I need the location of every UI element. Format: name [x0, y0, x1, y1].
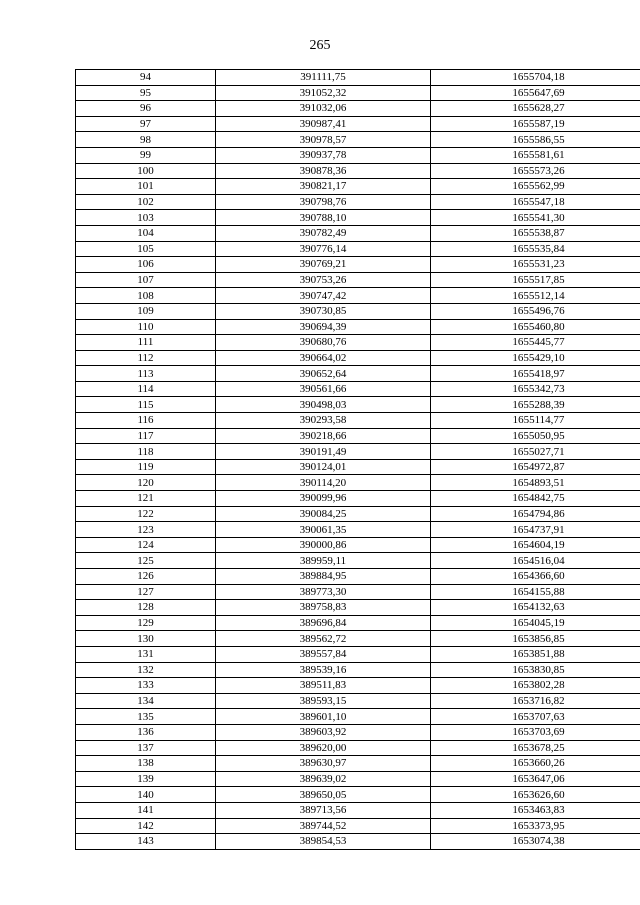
table-row: [76, 787, 640, 803]
point-number-cell: 107: [76, 272, 216, 288]
point-number-cell: 115: [76, 397, 216, 413]
x-coordinate-cell: 390084,25: [216, 506, 431, 522]
table-row: [76, 132, 640, 148]
table-row: [76, 491, 640, 507]
x-coordinate-cell: 390114,20: [216, 475, 431, 491]
y-coordinate-cell: 1655581,61: [431, 147, 640, 163]
table-row: [76, 771, 640, 787]
table-row: [76, 662, 640, 678]
table-row: [76, 179, 640, 195]
table-row: [76, 553, 640, 569]
point-number-cell: 113: [76, 366, 216, 382]
y-coordinate-cell: 1655704,18: [431, 70, 640, 86]
point-number-cell: 128: [76, 600, 216, 616]
y-coordinate-cell: 1655460,80: [431, 319, 640, 335]
x-coordinate-cell: 390680,76: [216, 335, 431, 351]
table-row: [76, 802, 640, 818]
table-row: [76, 147, 640, 163]
point-number-cell: 104: [76, 225, 216, 241]
point-number-cell: 102: [76, 194, 216, 210]
y-coordinate-cell: 1655342,73: [431, 381, 640, 397]
y-coordinate-cell: 1655573,26: [431, 163, 640, 179]
table-row: [76, 428, 640, 444]
y-coordinate-cell: 1655429,10: [431, 350, 640, 366]
y-coordinate-cell: 1655114,77: [431, 413, 640, 429]
table-row: [76, 818, 640, 834]
table-row: [76, 303, 640, 319]
table-row: [76, 834, 640, 850]
y-coordinate-cell: 1655541,30: [431, 210, 640, 226]
point-number-cell: 106: [76, 257, 216, 273]
table-row: [76, 319, 640, 335]
coordinates-table-body: [76, 70, 640, 850]
point-number-cell: 131: [76, 646, 216, 662]
point-number-cell: 121: [76, 491, 216, 507]
point-number-cell: 95: [76, 85, 216, 101]
table-row: [76, 600, 640, 616]
point-number-cell: 130: [76, 631, 216, 647]
table-row: [76, 210, 640, 226]
x-coordinate-cell: 390191,49: [216, 444, 431, 460]
point-number-cell: 109: [76, 303, 216, 319]
y-coordinate-cell: 1655547,18: [431, 194, 640, 210]
table-row: [76, 272, 640, 288]
table-row: [76, 194, 640, 210]
point-number-cell: 118: [76, 444, 216, 460]
x-coordinate-cell: 390821,17: [216, 179, 431, 195]
x-coordinate-cell: 391052,32: [216, 85, 431, 101]
point-number-cell: 133: [76, 678, 216, 694]
point-number-cell: 120: [76, 475, 216, 491]
point-number-cell: 108: [76, 288, 216, 304]
table-row: [76, 506, 640, 522]
x-coordinate-cell: 390987,41: [216, 116, 431, 132]
y-coordinate-cell: 1653373,95: [431, 818, 640, 834]
y-coordinate-cell: 1655445,77: [431, 335, 640, 351]
x-coordinate-cell: 389650,05: [216, 787, 431, 803]
x-coordinate-cell: 389854,53: [216, 834, 431, 850]
table-row: [76, 740, 640, 756]
point-number-cell: 136: [76, 724, 216, 740]
x-coordinate-cell: 389539,16: [216, 662, 431, 678]
table-row: [76, 225, 640, 241]
point-number-cell: 112: [76, 350, 216, 366]
table-row: [76, 366, 640, 382]
point-number-cell: 142: [76, 818, 216, 834]
x-coordinate-cell: 389773,30: [216, 584, 431, 600]
point-number-cell: 105: [76, 241, 216, 257]
y-coordinate-cell: 1655647,69: [431, 85, 640, 101]
y-coordinate-cell: 1655517,85: [431, 272, 640, 288]
point-number-cell: 132: [76, 662, 216, 678]
x-coordinate-cell: 389630,97: [216, 756, 431, 772]
point-number-cell: 129: [76, 615, 216, 631]
table-row: [76, 444, 640, 460]
table-row: [76, 709, 640, 725]
x-coordinate-cell: 390099,96: [216, 491, 431, 507]
y-coordinate-cell: 1653707,63: [431, 709, 640, 725]
x-coordinate-cell: 390218,66: [216, 428, 431, 444]
y-coordinate-cell: 1655535,84: [431, 241, 640, 257]
x-coordinate-cell: 390061,35: [216, 522, 431, 538]
y-coordinate-cell: 1653802,28: [431, 678, 640, 694]
table-row: [76, 678, 640, 694]
table-row: [76, 756, 640, 772]
x-coordinate-cell: 390730,85: [216, 303, 431, 319]
table-row: [76, 257, 640, 273]
x-coordinate-cell: 390788,10: [216, 210, 431, 226]
point-number-cell: 99: [76, 147, 216, 163]
point-number-cell: 101: [76, 179, 216, 195]
point-number-cell: 117: [76, 428, 216, 444]
y-coordinate-cell: 1654132,63: [431, 600, 640, 616]
x-coordinate-cell: 390776,14: [216, 241, 431, 257]
table-row: [76, 475, 640, 491]
table-row: [76, 101, 640, 117]
y-coordinate-cell: 1655512,14: [431, 288, 640, 304]
y-coordinate-cell: 1653856,85: [431, 631, 640, 647]
x-coordinate-cell: 390878,36: [216, 163, 431, 179]
point-number-cell: 135: [76, 709, 216, 725]
y-coordinate-cell: 1655628,27: [431, 101, 640, 117]
point-number-cell: 139: [76, 771, 216, 787]
x-coordinate-cell: 390978,57: [216, 132, 431, 148]
x-coordinate-cell: 389620,00: [216, 740, 431, 756]
point-number-cell: 141: [76, 802, 216, 818]
x-coordinate-cell: 389744,52: [216, 818, 431, 834]
y-coordinate-cell: 1654045,19: [431, 615, 640, 631]
x-coordinate-cell: 389713,56: [216, 802, 431, 818]
y-coordinate-cell: 1655586,55: [431, 132, 640, 148]
y-coordinate-cell: 1653626,60: [431, 787, 640, 803]
table-row: [76, 584, 640, 600]
y-coordinate-cell: 1655418,97: [431, 366, 640, 382]
x-coordinate-cell: 390561,66: [216, 381, 431, 397]
y-coordinate-cell: 1654893,51: [431, 475, 640, 491]
point-number-cell: 126: [76, 569, 216, 585]
table-row: [76, 335, 640, 351]
table-row: [76, 70, 640, 86]
table-row: [76, 381, 640, 397]
y-coordinate-cell: 1653851,88: [431, 646, 640, 662]
x-coordinate-cell: 390664,02: [216, 350, 431, 366]
table-row: [76, 693, 640, 709]
y-coordinate-cell: 1654516,04: [431, 553, 640, 569]
y-coordinate-cell: 1655538,87: [431, 225, 640, 241]
x-coordinate-cell: 391032,06: [216, 101, 431, 117]
x-coordinate-cell: 389959,11: [216, 553, 431, 569]
table-row: [76, 459, 640, 475]
table-row: [76, 615, 640, 631]
x-coordinate-cell: 390769,21: [216, 257, 431, 273]
x-coordinate-cell: 389884,95: [216, 569, 431, 585]
y-coordinate-cell: 1653660,26: [431, 756, 640, 772]
point-number-cell: 140: [76, 787, 216, 803]
point-number-cell: 123: [76, 522, 216, 538]
y-coordinate-cell: 1653647,06: [431, 771, 640, 787]
point-number-cell: 97: [76, 116, 216, 132]
y-coordinate-cell: 1655050,95: [431, 428, 640, 444]
y-coordinate-cell: 1653463,83: [431, 802, 640, 818]
x-coordinate-cell: 389758,83: [216, 600, 431, 616]
y-coordinate-cell: 1654366,60: [431, 569, 640, 585]
x-coordinate-cell: 390937,78: [216, 147, 431, 163]
y-coordinate-cell: 1655027,71: [431, 444, 640, 460]
y-coordinate-cell: 1653716,82: [431, 693, 640, 709]
point-number-cell: 138: [76, 756, 216, 772]
table-row: [76, 350, 640, 366]
table-row: [76, 522, 640, 538]
point-number-cell: 98: [76, 132, 216, 148]
x-coordinate-cell: 389639,02: [216, 771, 431, 787]
point-number-cell: 111: [76, 335, 216, 351]
table-row: [76, 288, 640, 304]
table-row: [76, 724, 640, 740]
x-coordinate-cell: 389601,10: [216, 709, 431, 725]
y-coordinate-cell: 1655562,99: [431, 179, 640, 195]
table-row: [76, 569, 640, 585]
y-coordinate-cell: 1654842,75: [431, 491, 640, 507]
point-number-cell: 122: [76, 506, 216, 522]
table-row: [76, 116, 640, 132]
y-coordinate-cell: 1654604,19: [431, 537, 640, 553]
table-row: [76, 397, 640, 413]
point-number-cell: 96: [76, 101, 216, 117]
x-coordinate-cell: 389511,83: [216, 678, 431, 694]
point-number-cell: 100: [76, 163, 216, 179]
table-row: [76, 537, 640, 553]
y-coordinate-cell: 1653830,85: [431, 662, 640, 678]
x-coordinate-cell: 391111,75: [216, 70, 431, 86]
x-coordinate-cell: 390498,03: [216, 397, 431, 413]
point-number-cell: 127: [76, 584, 216, 600]
point-number-cell: 114: [76, 381, 216, 397]
table-row: [76, 163, 640, 179]
table-row: [76, 413, 640, 429]
y-coordinate-cell: 1654155,88: [431, 584, 640, 600]
point-number-cell: 125: [76, 553, 216, 569]
x-coordinate-cell: 390747,42: [216, 288, 431, 304]
y-coordinate-cell: 1653074,38: [431, 834, 640, 850]
table-row: [76, 85, 640, 101]
x-coordinate-cell: 390293,58: [216, 413, 431, 429]
x-coordinate-cell: 389696,84: [216, 615, 431, 631]
page-number: 265: [309, 38, 331, 53]
y-coordinate-cell: 1653678,25: [431, 740, 640, 756]
y-coordinate-cell: 1654737,91: [431, 522, 640, 538]
point-number-cell: 94: [76, 70, 216, 86]
y-coordinate-cell: 1655288,39: [431, 397, 640, 413]
point-number-cell: 137: [76, 740, 216, 756]
y-coordinate-cell: 1655587,19: [431, 116, 640, 132]
table-row: [76, 646, 640, 662]
y-coordinate-cell: 1654972,87: [431, 459, 640, 475]
x-coordinate-cell: 389557,84: [216, 646, 431, 662]
table-row: [76, 631, 640, 647]
x-coordinate-cell: 390694,39: [216, 319, 431, 335]
x-coordinate-cell: 389603,92: [216, 724, 431, 740]
point-number-cell: 124: [76, 537, 216, 553]
table-row: [76, 241, 640, 257]
x-coordinate-cell: 390753,26: [216, 272, 431, 288]
x-coordinate-cell: 389562,72: [216, 631, 431, 647]
point-number-cell: 143: [76, 834, 216, 850]
point-number-cell: 116: [76, 413, 216, 429]
coordinates-table: [75, 69, 640, 850]
point-number-cell: 110: [76, 319, 216, 335]
y-coordinate-cell: 1655496,76: [431, 303, 640, 319]
point-number-cell: 119: [76, 459, 216, 475]
x-coordinate-cell: 389593,15: [216, 693, 431, 709]
y-coordinate-cell: 1654794,86: [431, 506, 640, 522]
x-coordinate-cell: 390124,01: [216, 459, 431, 475]
point-number-cell: 103: [76, 210, 216, 226]
x-coordinate-cell: 390652,64: [216, 366, 431, 382]
x-coordinate-cell: 390782,49: [216, 225, 431, 241]
y-coordinate-cell: 1653703,69: [431, 724, 640, 740]
x-coordinate-cell: 390798,76: [216, 194, 431, 210]
y-coordinate-cell: 1655531,23: [431, 257, 640, 273]
x-coordinate-cell: 390000,86: [216, 537, 431, 553]
point-number-cell: 134: [76, 693, 216, 709]
